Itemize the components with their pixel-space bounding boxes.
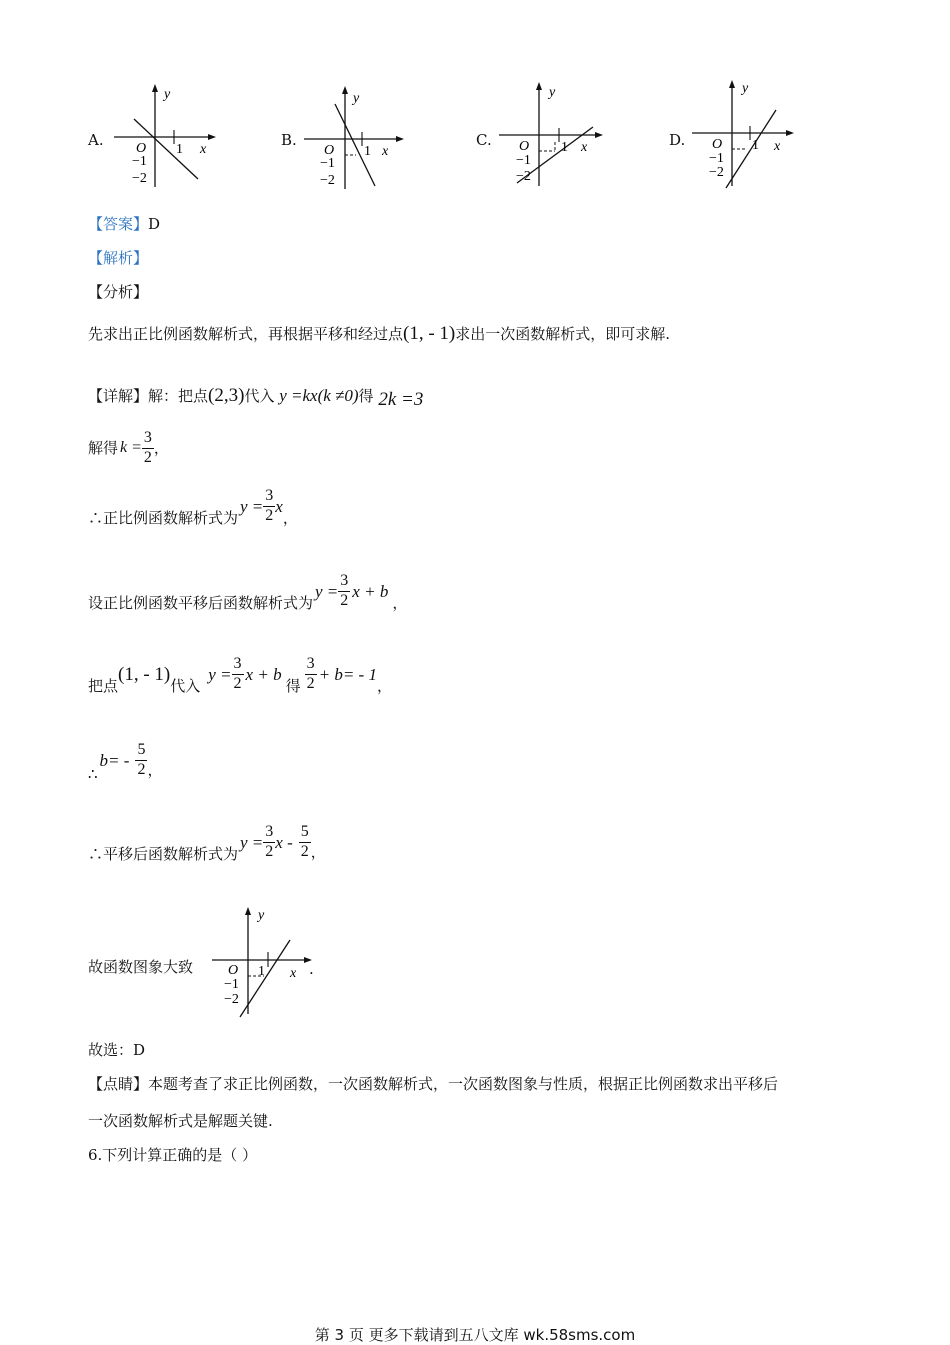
step-text: ∴平移后函数解析式为 — [88, 844, 239, 863]
numerator: 3 — [306, 655, 315, 672]
fenxi-paragraph — [88, 324, 670, 343]
analysis-tag: 【解析】 — [88, 249, 149, 267]
fenxi-tag: 【分析】 — [88, 283, 149, 301]
answer-tag: 【答案】 — [88, 215, 149, 233]
option-c-graph — [497, 80, 607, 190]
equation: y = — [240, 832, 264, 852]
x-axis-label: x — [200, 142, 207, 157]
fraction — [263, 824, 275, 861]
fraction — [338, 573, 350, 610]
step-text: ∴ — [88, 764, 98, 783]
tick-one-label: 1 — [364, 144, 371, 159]
y-axis-label: y — [742, 81, 749, 96]
equation: 2k =3 — [378, 389, 424, 410]
tick-one-label: 1 — [176, 142, 183, 157]
detail-text: 解：把点 — [148, 387, 209, 405]
numerator: 3 — [265, 487, 274, 504]
step-solve-k — [88, 430, 169, 467]
denominator: 2 — [265, 842, 274, 860]
x-axis-label: x — [774, 139, 781, 154]
step-shifted — [88, 573, 407, 610]
numerator: 3 — [233, 655, 242, 672]
question-6: 6.下列计算正确的是（ ） — [88, 1146, 258, 1164]
option-b-label: B. — [281, 131, 297, 149]
step-text: ∴正比例函数解析式为 — [88, 508, 239, 527]
step-text: 解得 — [88, 438, 119, 457]
y-axis-label: y — [164, 87, 171, 102]
y-axis-label: y — [353, 91, 360, 106]
denominator: 2 — [137, 760, 146, 778]
point-expression: (2,3) — [208, 385, 245, 406]
equation: x + b — [245, 664, 282, 684]
equation: y = — [240, 496, 264, 516]
fenxi-text: 先求出正比例函数解析式，再根据平移和经过点 — [88, 325, 404, 343]
numerator: 3 — [143, 429, 152, 446]
step-text: 代入 — [170, 676, 201, 695]
step-b-value — [88, 741, 163, 783]
y-axis-label: y — [258, 908, 265, 923]
fraction — [142, 430, 154, 467]
tick-one-label: 1 — [752, 138, 759, 153]
choose-line: 故选：D — [88, 1041, 146, 1059]
denominator: 2 — [233, 674, 242, 692]
equation: y =kx(k ≠0) — [279, 386, 359, 405]
option-b-graph — [300, 84, 410, 194]
detail-text: 代入 — [244, 387, 275, 405]
x-axis-label: x — [290, 966, 297, 981]
numerator: 5 — [137, 741, 146, 758]
dianjing-line2: 一次函数解析式是解题关键. — [88, 1112, 273, 1130]
dianjing-text: 本题考查了求正比例函数，一次函数解析式，一次函数图象与性质，根据正比例函数求出平移后 — [148, 1075, 779, 1093]
tick-neg2-label: −2 — [516, 169, 531, 184]
y-axis-label: y — [549, 85, 556, 100]
point-expression: (1, - 1) — [403, 323, 456, 344]
equation: x - — [275, 832, 293, 852]
page-footer: 第 3 页 更多下载请到五八文库 wk.58sms.com — [314, 1326, 636, 1344]
dianjing-tag: 【点睛】 — [88, 1075, 149, 1093]
numerator: 5 — [300, 823, 309, 840]
option-d-label: D. — [669, 131, 686, 149]
x-axis-label: x — [382, 144, 389, 159]
origin-label: O — [519, 139, 530, 154]
denominator: 2 — [306, 674, 315, 692]
step-graph-tail: . — [309, 960, 314, 978]
fraction — [299, 824, 311, 861]
option-c-label: C. — [476, 131, 492, 149]
numerator: 3 — [340, 572, 349, 589]
fraction — [305, 656, 317, 693]
equation: + b= - 1 — [318, 664, 377, 684]
option-a-graph — [112, 82, 222, 192]
step-text: ， — [282, 508, 298, 527]
origin-label: O — [228, 963, 239, 978]
step-text: ， — [147, 760, 163, 779]
equation: k = — [120, 439, 142, 457]
step-text: 得 — [285, 676, 301, 695]
numerator: 3 — [265, 823, 274, 840]
step-proportional — [88, 488, 298, 525]
point-expression: (1, - 1) — [118, 663, 171, 685]
step-graph-text: 故函数图象大致 — [88, 958, 194, 976]
step-text: ， — [310, 842, 326, 861]
origin-label: O — [324, 143, 335, 158]
answer-line — [88, 217, 160, 232]
dianjing-line1 — [88, 1077, 778, 1092]
step-text: ， — [392, 593, 408, 612]
equation: x — [275, 496, 283, 516]
option-d-graph — [690, 78, 800, 193]
tick-one-label: 1 — [561, 140, 568, 155]
tick-neg1-label: −1 — [132, 154, 147, 169]
option-a-label: A. — [88, 131, 104, 149]
origin-label: O — [136, 141, 147, 156]
denominator: 2 — [340, 591, 349, 609]
step-text: 把点 — [88, 676, 119, 695]
origin-label: O — [712, 137, 723, 152]
fraction — [263, 488, 275, 525]
answer-value: D — [148, 215, 161, 233]
equation: y = — [315, 581, 339, 601]
fenxi-text: 求出一次函数解析式，即可求解. — [455, 325, 671, 343]
denominator: 2 — [300, 842, 309, 860]
denominator: 2 — [265, 506, 274, 524]
equation: y = — [208, 664, 232, 684]
tick-one-label: 1 — [258, 964, 265, 979]
equation: x + b — [352, 581, 389, 601]
step-text: 设正比例函数平移后函数解析式为 — [88, 593, 314, 612]
detail-text: 得 — [358, 387, 374, 405]
tick-neg1-label: −1 — [709, 151, 724, 166]
step-final-equation — [88, 824, 326, 861]
step-text: ， — [376, 676, 392, 695]
tick-neg1-label: −1 — [224, 977, 239, 992]
detail-paragraph — [88, 385, 424, 410]
fraction — [135, 742, 147, 779]
tick-neg2-label: −2 — [320, 173, 335, 188]
detail-tag: 【详解】 — [88, 387, 149, 405]
denominator: 2 — [143, 448, 152, 466]
equation: b= - — [99, 750, 130, 770]
tick-neg2-label: −2 — [709, 165, 724, 180]
tick-neg2-label: −2 — [132, 171, 147, 186]
final-graph — [210, 902, 320, 1020]
x-axis-label: x — [581, 140, 588, 155]
tick-neg1-label: −1 — [516, 153, 531, 168]
fraction — [232, 656, 244, 693]
tick-neg1-label: −1 — [320, 156, 335, 171]
step-text: ， — [153, 438, 169, 457]
step-substitute — [88, 656, 392, 693]
tick-neg2-label: −2 — [224, 992, 239, 1007]
